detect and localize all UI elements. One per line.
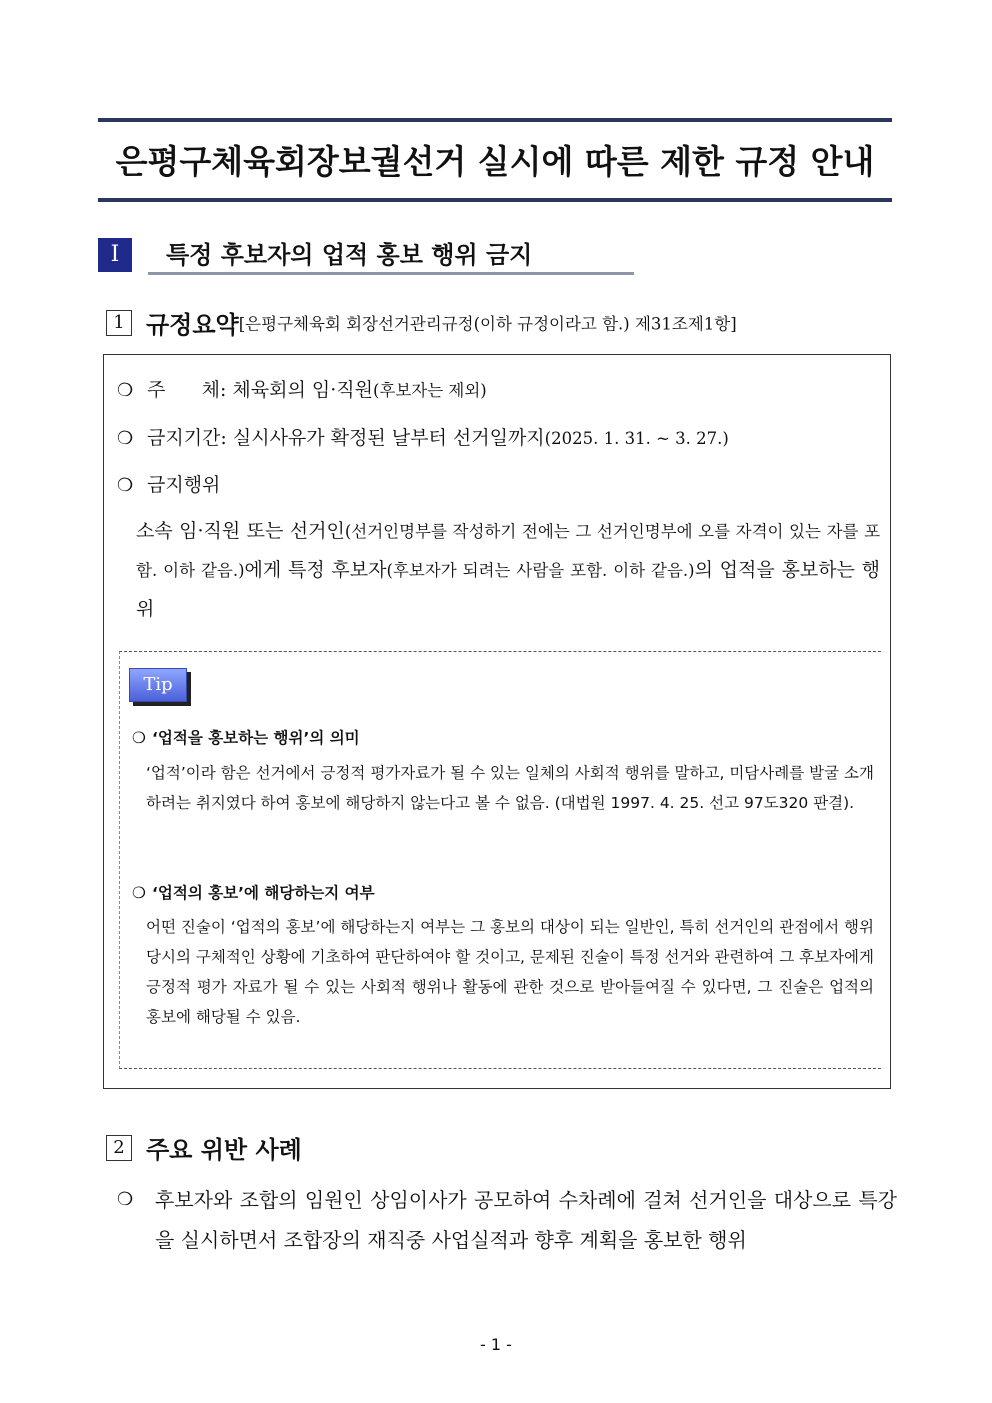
act-text: 소속 임·직원 또는 선거인: [136, 520, 345, 542]
title-rule-bottom: [98, 198, 892, 202]
item-period: [117, 423, 729, 450]
summary-reference: [은평구체육회 회장선거관리규정(이하 규정이라고 함.) 제31조제1항]: [238, 314, 737, 334]
item-label: 금지기간:: [147, 427, 227, 449]
summary-title: 규정요약: [146, 311, 239, 339]
summary-number: 1: [106, 310, 132, 336]
act-note: (후보자가 되려는 사람을 포함. 이하 같음.): [386, 561, 695, 580]
tip-heading-1: [132, 726, 360, 748]
cases-heading: [106, 1130, 302, 1165]
tip-text-1: ‘업적’이라 함은 선거에서 긍정적 평가자료가 될 수 있는 일체의 사회적 행위를 말하고, 미담사례를 발굴 소개하려는 취지였다 하여 홍보에 해당하지 않는다고 볼 수 없음. (대법원 1997. 4. 25. 선고 97도320 판결).: [146, 764, 874, 812]
tip-heading-text: ‘업적을 홍보하는 행위’의 의미: [152, 729, 360, 747]
item-value: 체육회의 임·직원: [232, 379, 373, 401]
title-rule-top: [98, 118, 892, 122]
bullet-icon: ❍: [117, 475, 134, 496]
act-note: (선거인명부를 작성하기 전에는 그 선거인명부에 오를 자격이 있는 자를 포함. 이하 같음.): [136, 522, 881, 580]
item-note: (후보자는 제외): [372, 381, 487, 400]
item-subject: [117, 375, 487, 402]
tip-text-2: 어떤 진술이 ‘업적의 홍보’에 해당하는지 여부는 그 홍보의 대상이 되는 일반인, 특히 선거인의 관점에서 행위 당시의 구체적인 상황에 기초하여 판단하여야 할 것이고, 문제된 진술이 특정 선거와 관련하여 그 후보자에게 긍정적 평가 자료가 될 수 있는 사회적 행위나 활동에 관한 것으로 받아들여질 수 있다면, 그 진술은 업적의 홍보에 해당될 수 있음.: [146, 918, 874, 1026]
bullet-icon: ❍: [117, 428, 134, 449]
page-title: 은평구체육회장보궐선거 실시에 따른 제한 규정 안내: [115, 142, 875, 181]
bullet-icon: ❍: [132, 884, 146, 902]
case-text: 후보자와 조합의 임원인 상임이사가 공모하여 수차례에 걸쳐 선거인을 대상으로 특강을 실시하면서 조합장의 재직중 사업실적과 향후 계획을 홍보한 행위: [155, 1188, 897, 1252]
bullet-icon: ❍: [117, 1189, 134, 1210]
act-text: 에게 특정 후보자: [244, 559, 387, 581]
item-value: 실시사유가 확정된 날부터 선거일까지: [232, 427, 545, 449]
tip-badge: Tip: [129, 668, 187, 702]
item-note: (2025. 1. 31. ~ 3. 27.): [544, 429, 729, 448]
title-block: [98, 118, 892, 202]
item-label: 금지행위: [147, 474, 221, 496]
item-act: [117, 470, 220, 497]
tip-heading-text: ‘업적의 홍보’에 해당하는지 여부: [152, 884, 375, 902]
section-numeral: I: [98, 238, 132, 272]
bullet-icon: ❍: [117, 380, 134, 401]
summary-heading: [106, 305, 737, 340]
cases-number: 2: [106, 1135, 132, 1161]
bullet-icon: ❍: [132, 729, 146, 747]
item-label: 주 체:: [147, 379, 227, 401]
tip-heading-2: [132, 881, 375, 903]
page-number: - 1 -: [480, 1335, 512, 1354]
section-title: 특정 후보자의 업적 홍보 행위 금지: [148, 238, 634, 275]
prohibited-act-text: [136, 512, 880, 629]
cases-title: 주요 위반 사례: [146, 1136, 302, 1164]
act-text: 의 업적을 홍보하는 행위: [136, 559, 880, 620]
